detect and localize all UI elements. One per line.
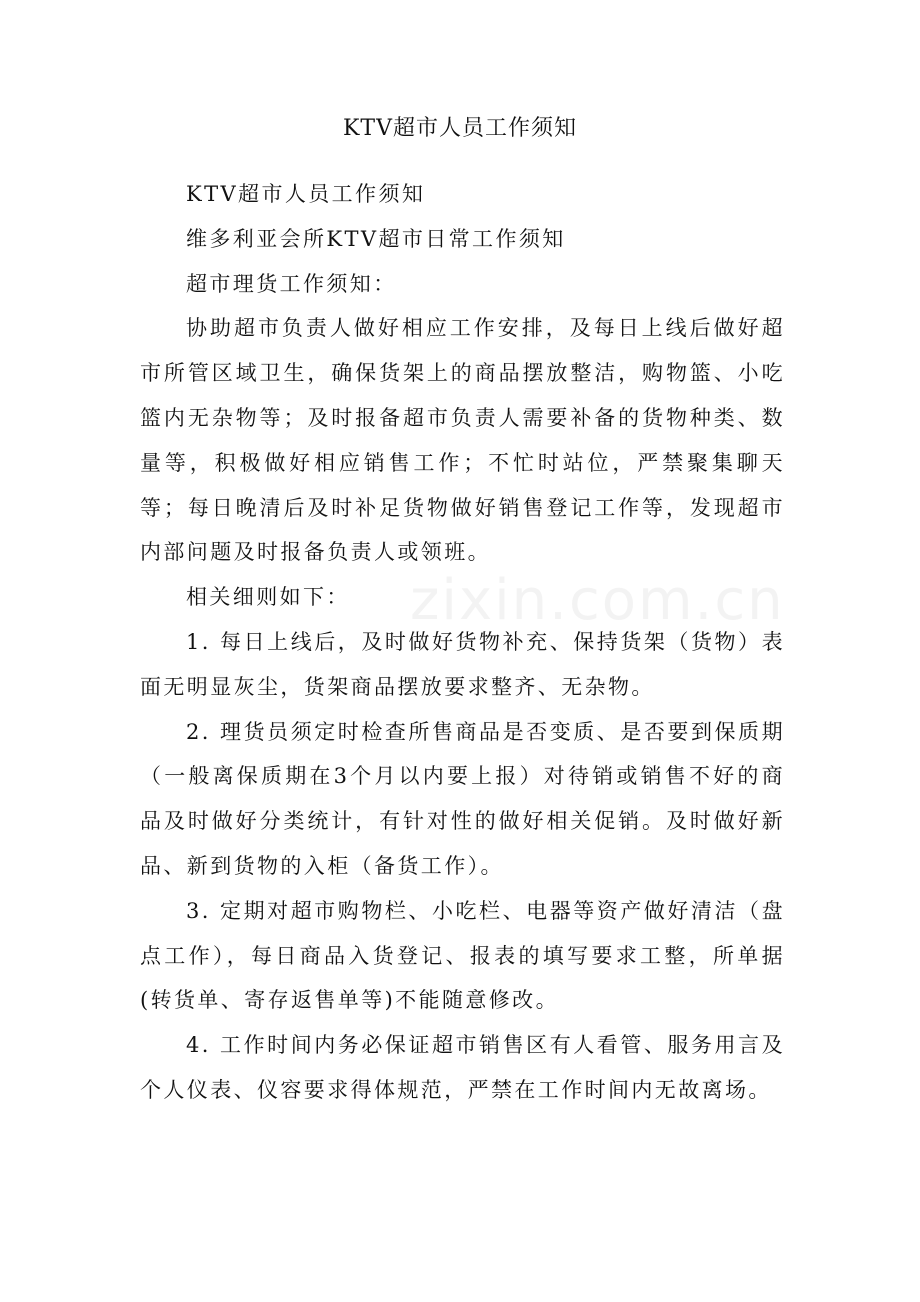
rule-item-4: 4. 工作时间内务必保证超市销售区有人看管、服务用言及个人仪表、仪容要求得体规范，严禁在工作时间内无故离场。 <box>140 1033 785 1102</box>
document-title: KTV超市人员工作须知 <box>343 116 577 141</box>
rule-item-3: 3. 定期对超市购物栏、小吃栏、电器等资产做好清洁（盘点工作），每日商品入货登记、报表的填写要求工整，所单据(转货单、寄存返售单等)不能随意修改。 <box>140 898 785 1013</box>
body-paragraph: 协助超市负责人做好相应工作安排，及每日上线后做好超市所管区域卫生，确保货架上的商品摆放整洁，购物篮、小吃篮内无杂物等；及时报备超市负责人需要补备的货物种类、数量等，积极做好相应销售工作；不忙时站位，严禁聚集聊天等；每日晚清后及时补足货物做好销售登记工作等，发现超市内部问题及时报备负责人或领班。 <box>140 316 785 565</box>
rule-item-2: 2. 理货员须定时检查所售商品是否变质、是否要到保质期（一般离保质期在3个月以内要上报）对待销或销售不好的商品及时做好分类统计，有针对性的做好相关促销。及时做好新品、新到货物的入柜（备货工作）。 <box>140 719 785 878</box>
document-body <box>140 172 785 1113</box>
details-heading: 相关细则如下： <box>186 585 350 610</box>
rule-item-1: 1. 每日上线后，及时做好货物补充、保持货架（货物）表面无明显灰尘，货架商品摆放要求整齐、无杂物。 <box>140 629 785 699</box>
heading-paragraph: KTV超市人员工作须知 <box>186 182 426 206</box>
section-heading: 超市理货工作须知： <box>186 271 397 296</box>
watermark: zixin.com.cn <box>410 568 785 633</box>
subheading-paragraph: 维多利亚会所KTV超市日常工作须知 <box>186 226 566 251</box>
